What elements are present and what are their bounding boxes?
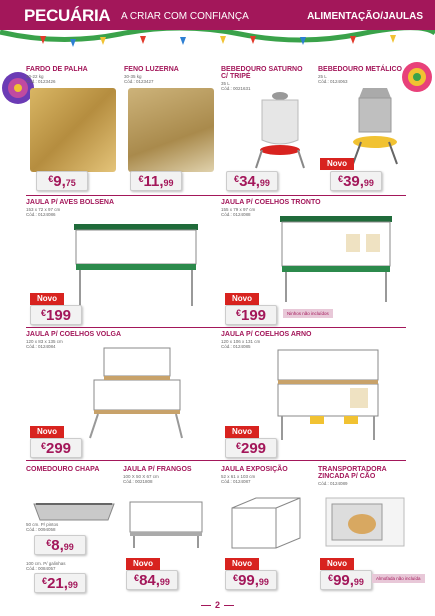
product-code-volga: Cód.: 0124084 — [26, 344, 56, 349]
product-name-bolsena: JAULA P/ AVES BOLSENA — [26, 199, 115, 206]
price-exposicao: €99,99 — [225, 570, 277, 590]
size-comedouro-a: 50 cm. P/ pintos — [26, 522, 59, 527]
price-fardo: €9,75 — [36, 171, 88, 191]
price-feno: €11,99 — [130, 171, 182, 191]
rosette-icon-right — [400, 60, 434, 94]
price-bolsena: €199 — [30, 305, 82, 325]
feeder-image — [32, 498, 116, 524]
product-name2-transportadora: ZINCADA P/ CÃO — [318, 473, 376, 480]
product-code-bolsena: Cód.: 0124086 — [26, 212, 56, 217]
product-name2-bebedouro-saturno: C/ TRIPÉ — [221, 73, 251, 80]
category-title: ALIMENTAÇÃO/JAULAS — [307, 11, 423, 22]
product-name-fardo: FARDO DE PALHA — [26, 66, 88, 73]
product-code-exposicao: Cód.: 0124087 — [221, 479, 251, 484]
novo-badge-transportadora: Novo — [320, 558, 354, 570]
tagline: A CRIAR COM CONFIANÇA — [121, 11, 249, 22]
price-arno: €299 — [225, 438, 277, 458]
novo-badge-exposicao: Novo — [225, 558, 259, 570]
novo-badge-metalico: Novo — [320, 158, 354, 170]
product-name-bebedouro-saturno: BEBEDOURO SATURNO — [221, 66, 303, 73]
product-name-feno: FENO LUZERNA — [124, 66, 179, 73]
product-desc-bebedouro-metalico: 25 L — [318, 74, 327, 79]
product-desc-tronto: 155 x 79 x 97 cm — [221, 207, 256, 212]
novo-badge-bolsena: Novo — [30, 293, 64, 305]
note-transportadora: Almofada não incluída — [372, 574, 425, 583]
product-code-bebedouro-metalico: Cód.: 0124063 — [318, 79, 348, 84]
price-comedouro-b: €21,99 — [34, 573, 86, 593]
cage-frangos-image — [124, 498, 208, 550]
product-name-transportadora: TRANSPORTADORA — [318, 466, 387, 473]
hay-bale-image — [128, 88, 214, 172]
product-desc-frangos: 100 X 50 X 67 cm — [123, 474, 159, 479]
size-comedouro-b: 100 cm. P/ galinhas — [26, 561, 66, 566]
product-name-comedouro: COMEDOURO CHAPA — [26, 466, 100, 473]
brand-title: PECUÁRIA — [24, 6, 111, 25]
page-header — [0, 0, 435, 30]
product-desc-exposicao: 52 x 61 x 103 cm — [221, 474, 256, 479]
novo-badge-frangos: Novo — [126, 558, 160, 570]
dog-carrier-image — [322, 492, 408, 550]
cage-bolsena-image — [68, 220, 204, 308]
price-volga: €299 — [30, 438, 82, 458]
note-tronto: Ninhos não incluídos — [283, 309, 333, 318]
code-comedouro-a: Cód.: 0094058 — [26, 527, 56, 532]
product-name-bebedouro-metalico: BEBEDOURO METÁLICO — [318, 66, 402, 73]
page-number: 2 — [0, 600, 435, 610]
product-code-bebedouro-saturno: Cód.: 0021631 — [221, 86, 251, 91]
divider — [26, 195, 406, 196]
product-desc-feno: 30-35 kg — [124, 74, 142, 79]
product-code-transportadora: Cód.: 0124089 — [318, 481, 348, 486]
novo-badge-volga: Novo — [30, 426, 64, 438]
cage-arno-image — [270, 346, 386, 442]
novo-badge-arno: Novo — [225, 426, 259, 438]
product-name-exposicao: JAULA EXPOSIÇÃO — [221, 466, 288, 473]
product-desc-bebedouro-saturno: 35 L — [221, 81, 230, 86]
product-desc-bolsena: 153 x 72 x 97 cm — [26, 207, 61, 212]
divider — [26, 327, 406, 328]
product-name-frangos: JAULA P/ FRANGOS — [123, 466, 192, 473]
price-bebedouro-saturno: €34,99 — [226, 171, 278, 191]
drinker-saturno-image — [250, 88, 310, 170]
price-tronto: €199 — [225, 305, 277, 325]
product-desc-arno: 120 x 106 x 131 cm — [221, 339, 261, 344]
product-code-arno: Cód.: 0124085 — [221, 344, 251, 349]
garland-decoration — [0, 30, 435, 58]
straw-bale-image — [30, 88, 116, 172]
product-name-arno: JAULA P/ COELHOS ARNO — [221, 331, 312, 338]
drinker-metalico-image — [345, 84, 405, 166]
novo-badge-tronto: Novo — [225, 293, 259, 305]
divider — [26, 460, 406, 461]
price-frangos: €84,99 — [126, 570, 178, 590]
product-code-fardo: Cód.: 0123426 — [26, 79, 56, 84]
product-code-tronto: Cód.: 0124088 — [221, 212, 251, 217]
product-name-tronto: JAULA P/ COELHOS TRONTO — [221, 199, 321, 206]
price-bebedouro-metalico: €39,99 — [330, 171, 382, 191]
product-name-volga: JAULA P/ COELHOS VOLGA — [26, 331, 122, 338]
product-code-frangos: Cód.: 0021808 — [123, 479, 153, 484]
product-desc-fardo: 20-22 kg — [26, 74, 44, 79]
cage-exposicao-image — [226, 494, 306, 552]
product-code-feno: Cód.: 0123427 — [124, 79, 154, 84]
code-comedouro-b: Cód.: 0084057 — [26, 566, 56, 571]
price-transportadora: €99,99 — [320, 570, 372, 590]
price-comedouro-a: €8,99 — [34, 535, 86, 555]
product-desc-volga: 120 x 83 x 135 cm — [26, 339, 63, 344]
cage-tronto-image — [276, 212, 396, 304]
cage-volga-image — [84, 344, 188, 440]
